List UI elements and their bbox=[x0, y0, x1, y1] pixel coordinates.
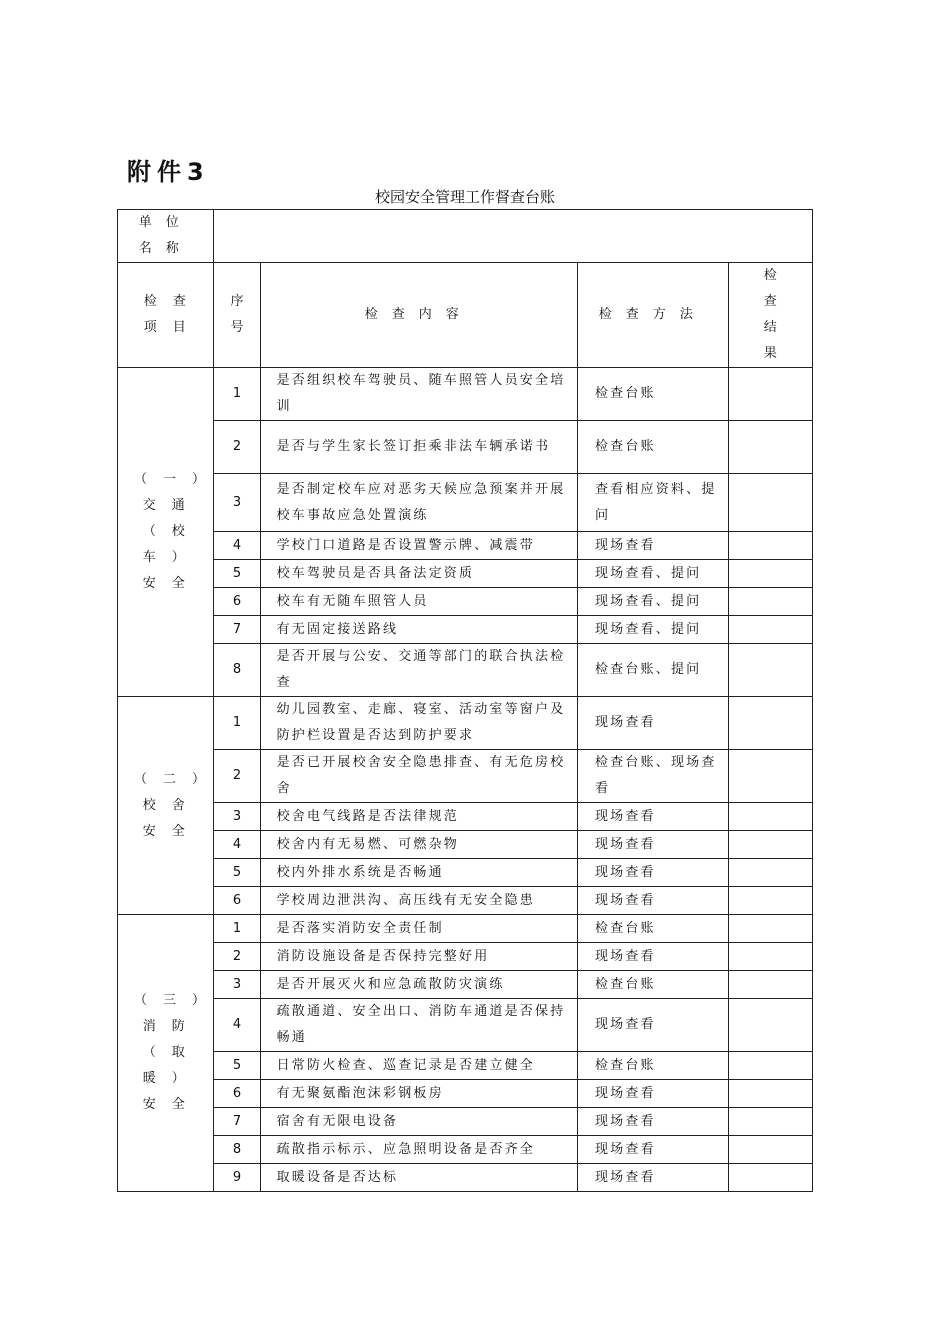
table-row bbox=[118, 831, 813, 859]
inspection-method: 检查台账 bbox=[577, 915, 728, 943]
table-row bbox=[118, 644, 813, 697]
row-number: 4 bbox=[214, 831, 260, 859]
inspection-method: 现场查看 bbox=[577, 831, 728, 859]
section-name: （二）校舍安全 bbox=[118, 697, 214, 915]
table-row bbox=[118, 697, 813, 750]
row-number: 8 bbox=[214, 1136, 260, 1164]
inspection-content: 校舍电气线路是否法律规范 bbox=[260, 803, 577, 831]
inspection-result[interactable] bbox=[728, 1136, 812, 1164]
inspection-result[interactable] bbox=[728, 532, 812, 560]
header-method: 检查方法 bbox=[577, 263, 728, 368]
inspection-method: 现场查看 bbox=[577, 532, 728, 560]
inspection-method: 现场查看、提问 bbox=[577, 616, 728, 644]
row-number: 6 bbox=[214, 588, 260, 616]
row-number: 5 bbox=[214, 1052, 260, 1080]
table-row bbox=[118, 532, 813, 560]
table-row bbox=[118, 803, 813, 831]
inspection-result[interactable] bbox=[728, 368, 812, 421]
inspection-content: 校车驾驶员是否具备法定资质 bbox=[260, 560, 577, 588]
row-number: 4 bbox=[214, 532, 260, 560]
inspection-result[interactable] bbox=[728, 1108, 812, 1136]
table-row bbox=[118, 616, 813, 644]
inspection-ledger-table bbox=[117, 209, 813, 1192]
table-row bbox=[118, 971, 813, 999]
header-no: 序号 bbox=[214, 263, 260, 368]
table-row bbox=[118, 999, 813, 1052]
row-number: 2 bbox=[214, 421, 260, 474]
row-number: 3 bbox=[214, 803, 260, 831]
table-row bbox=[118, 368, 813, 421]
row-number: 3 bbox=[214, 971, 260, 999]
inspection-method: 现场查看 bbox=[577, 999, 728, 1052]
inspection-method: 现场查看 bbox=[577, 1080, 728, 1108]
table-row bbox=[118, 474, 813, 532]
inspection-result[interactable] bbox=[728, 588, 812, 616]
inspection-content: 是否制定校车应对恶劣天候应急预案并开展校车事故应急处置演练 bbox=[260, 474, 577, 532]
inspection-method: 检查台账 bbox=[577, 421, 728, 474]
row-number: 7 bbox=[214, 616, 260, 644]
row-number: 4 bbox=[214, 999, 260, 1052]
row-number: 5 bbox=[214, 560, 260, 588]
row-number: 5 bbox=[214, 859, 260, 887]
row-number: 1 bbox=[214, 368, 260, 421]
table-row bbox=[118, 588, 813, 616]
inspection-result[interactable] bbox=[728, 831, 812, 859]
inspection-content: 校车有无随车照管人员 bbox=[260, 588, 577, 616]
table-row bbox=[118, 1136, 813, 1164]
inspection-content: 消防设施设备是否保持完整好用 bbox=[260, 943, 577, 971]
inspection-content: 宿舍有无限电设备 bbox=[260, 1108, 577, 1136]
table-row bbox=[118, 1052, 813, 1080]
inspection-result[interactable] bbox=[728, 859, 812, 887]
table-row bbox=[118, 915, 813, 943]
inspection-content: 是否组织校车驾驶员、随车照管人员安全培训 bbox=[260, 368, 577, 421]
attachment-label: 附件3 bbox=[127, 158, 210, 186]
row-number: 7 bbox=[214, 1108, 260, 1136]
table-row bbox=[118, 943, 813, 971]
table-row bbox=[118, 1164, 813, 1192]
inspection-result[interactable] bbox=[728, 1164, 812, 1192]
table-row bbox=[118, 887, 813, 915]
inspection-result[interactable] bbox=[728, 803, 812, 831]
inspection-method: 检查台账 bbox=[577, 368, 728, 421]
inspection-method: 现场查看 bbox=[577, 887, 728, 915]
inspection-result[interactable] bbox=[728, 616, 812, 644]
unit-name-row bbox=[118, 210, 813, 263]
inspection-content: 校内外排水系统是否畅通 bbox=[260, 859, 577, 887]
inspection-result[interactable] bbox=[728, 750, 812, 803]
row-number: 6 bbox=[214, 887, 260, 915]
inspection-content: 学校门口道路是否设置警示牌、减震带 bbox=[260, 532, 577, 560]
inspection-method: 现场查看、提问 bbox=[577, 588, 728, 616]
row-number: 3 bbox=[214, 474, 260, 532]
inspection-result[interactable] bbox=[728, 943, 812, 971]
inspection-content: 是否已开展校舍安全隐患排查、有无危房校舍 bbox=[260, 750, 577, 803]
inspection-content: 幼儿园教室、走廊、寝室、活动室等窗户及防护栏设置是否达到防护要求 bbox=[260, 697, 577, 750]
section-name: （一）交通（校车）安全 bbox=[118, 368, 214, 697]
inspection-content: 取暖设备是否达标 bbox=[260, 1164, 577, 1192]
inspection-content: 日常防火检查、巡查记录是否建立健全 bbox=[260, 1052, 577, 1080]
inspection-method: 现场查看 bbox=[577, 1108, 728, 1136]
table-row bbox=[118, 859, 813, 887]
row-number: 9 bbox=[214, 1164, 260, 1192]
inspection-content: 学校周边泄洪沟、高压线有无安全隐患 bbox=[260, 887, 577, 915]
inspection-method: 检查台账 bbox=[577, 971, 728, 999]
inspection-content: 是否落实消防安全责任制 bbox=[260, 915, 577, 943]
inspection-content: 有无固定接送路线 bbox=[260, 616, 577, 644]
section-name: （三）消防（取暖）安全 bbox=[118, 915, 214, 1192]
inspection-method: 现场查看 bbox=[577, 943, 728, 971]
inspection-method: 现场查看 bbox=[577, 1164, 728, 1192]
inspection-method: 现场查看、提问 bbox=[577, 560, 728, 588]
inspection-content: 是否开展灭火和应急疏散防灾演练 bbox=[260, 971, 577, 999]
inspection-result[interactable] bbox=[728, 971, 812, 999]
inspection-result[interactable] bbox=[728, 560, 812, 588]
inspection-result[interactable] bbox=[728, 999, 812, 1052]
unit-name-field[interactable] bbox=[214, 210, 813, 263]
row-number: 1 bbox=[214, 915, 260, 943]
inspection-method: 检查台账、现场查看 bbox=[577, 750, 728, 803]
inspection-content: 校舍内有无易燃、可燃杂物 bbox=[260, 831, 577, 859]
inspection-result[interactable] bbox=[728, 697, 812, 750]
row-number: 1 bbox=[214, 697, 260, 750]
document-title: 校园安全管理工作督查台账 bbox=[374, 188, 555, 206]
inspection-content: 是否与学生家长签订拒乘非法车辆承诺书 bbox=[260, 421, 577, 474]
header-item: 检查项目 bbox=[118, 263, 214, 368]
inspection-method: 查看相应资料、提问 bbox=[577, 474, 728, 532]
inspection-result[interactable] bbox=[728, 1052, 812, 1080]
inspection-content: 是否开展与公安、交通等部门的联合执法检查 bbox=[260, 644, 577, 697]
inspection-method: 现场查看 bbox=[577, 859, 728, 887]
table-row bbox=[118, 421, 813, 474]
inspection-result[interactable] bbox=[728, 1080, 812, 1108]
inspection-method: 检查台账、提问 bbox=[577, 644, 728, 697]
table-row bbox=[118, 750, 813, 803]
inspection-method: 现场查看 bbox=[577, 803, 728, 831]
header-row bbox=[118, 263, 813, 368]
row-number: 2 bbox=[214, 943, 260, 971]
inspection-result[interactable] bbox=[728, 644, 812, 697]
inspection-result[interactable] bbox=[728, 887, 812, 915]
inspection-method: 检查台账 bbox=[577, 1052, 728, 1080]
header-result: 检查结果 bbox=[728, 263, 812, 368]
inspection-content: 疏散通道、安全出口、消防车通道是否保持畅通 bbox=[260, 999, 577, 1052]
inspection-result[interactable] bbox=[728, 915, 812, 943]
inspection-method: 现场查看 bbox=[577, 1136, 728, 1164]
inspection-result[interactable] bbox=[728, 474, 812, 532]
table-row bbox=[118, 1080, 813, 1108]
table-row bbox=[118, 560, 813, 588]
table-row bbox=[118, 1108, 813, 1136]
row-number: 6 bbox=[214, 1080, 260, 1108]
inspection-result[interactable] bbox=[728, 421, 812, 474]
unit-name-label: 单位名称 bbox=[118, 210, 214, 263]
inspection-content: 疏散指示标示、应急照明设备是否齐全 bbox=[260, 1136, 577, 1164]
header-content: 检查内容 bbox=[260, 263, 577, 368]
inspection-method: 现场查看 bbox=[577, 697, 728, 750]
row-number: 2 bbox=[214, 750, 260, 803]
inspection-content: 有无聚氨酯泡沫彩钢板房 bbox=[260, 1080, 577, 1108]
row-number: 8 bbox=[214, 644, 260, 697]
